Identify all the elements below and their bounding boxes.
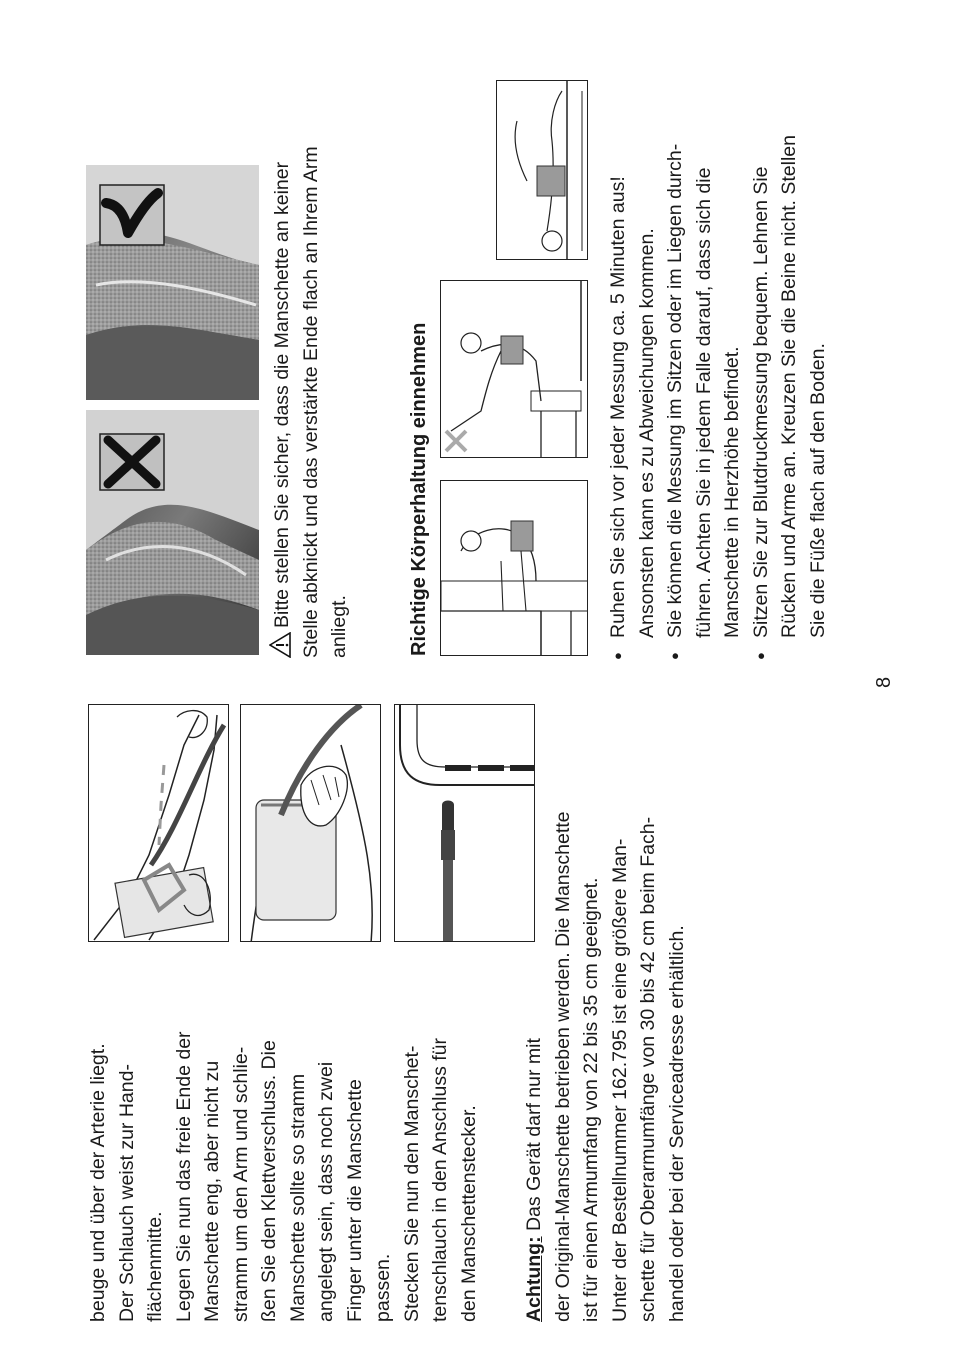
text-line: Das Gerät darf nur mit bbox=[523, 1038, 545, 1237]
section-heading: Richtige Körperhaltung einnehmen bbox=[408, 322, 430, 656]
text-line: ßen Sie den Klettverschluss. Die bbox=[258, 1040, 280, 1322]
text-line: handel oder bei der Serviceadresse erhältlich. bbox=[665, 925, 688, 1322]
text-line: Ansonsten kann es zu Abweichungen kommen. bbox=[635, 228, 658, 638]
text-line: Finger unter die Manschette bbox=[343, 1079, 366, 1322]
text-line: stramm um den Arm und schlie- bbox=[229, 1046, 252, 1322]
cuff-closing-illustration bbox=[240, 704, 381, 942]
achtung-notice bbox=[520, 811, 691, 1322]
text-line: beuge und über der Arterie liegt. bbox=[87, 1043, 109, 1322]
text-line: Stelle abknickt und das verstärkte Ende flach an Ihrem Arm bbox=[299, 146, 322, 658]
posture-wrong-illustration-1 bbox=[440, 480, 588, 656]
text-line: flächenmitte. bbox=[144, 1211, 166, 1322]
text-line: Manschette in Herzhöhe befindet. bbox=[721, 346, 743, 638]
warning-triangle-icon bbox=[269, 632, 291, 658]
list-item: ● Sitzen Sie zur Blutdruckmessung bequem. Lehnen Sie bbox=[747, 135, 776, 660]
text-line: Der Schlauch weist zur Hand- bbox=[115, 1064, 138, 1322]
text-line: angelegt sein, dass noch zwei bbox=[315, 1061, 337, 1322]
achtung-label: Achtung: bbox=[523, 1236, 545, 1322]
cuff-instructions-text bbox=[84, 1031, 483, 1322]
text-line: Manschette eng, aber nicht zu bbox=[201, 1060, 223, 1322]
text-line: Sie die Füße flach auf den Boden. bbox=[806, 343, 829, 638]
text-line: Manschette sollte so stramm bbox=[286, 1073, 309, 1322]
wrong-mark-icon bbox=[446, 431, 466, 451]
posture-lying-illustration bbox=[496, 80, 588, 260]
text-line: schette für Oberarmumfänge von 30 bis 42 cm beim Fach- bbox=[637, 816, 659, 1322]
list-item: ● Ruhen Sie sich vor jeder Messung ca. 5 Minuten aus! bbox=[604, 135, 633, 660]
list-item: ● Sie können die Messung im Sitzen oder im Liegen durch- bbox=[661, 135, 690, 660]
text-line: der Original-Manschette betrieben werden. Die Manschette bbox=[551, 811, 574, 1322]
cuff-flat-photo bbox=[86, 165, 259, 400]
text-line: Bitte stellen Sie sicher, dass die Manschette an keiner bbox=[271, 161, 293, 628]
text-line: passen. bbox=[372, 1253, 394, 1322]
text-line: Legen Sie nun das freie Ende der bbox=[172, 1031, 195, 1322]
arm-cuff-illustration bbox=[88, 704, 229, 942]
posture-bullet-list bbox=[604, 135, 832, 660]
text-line: ist für einen Armumfang von 22 bis 35 cm geeignet. bbox=[580, 877, 602, 1322]
cuff-kinked-photo bbox=[86, 410, 259, 655]
text-line: führen. Achten Sie in jedem Falle darauf, dass sich die bbox=[692, 167, 715, 638]
connector-illustration bbox=[394, 704, 535, 942]
page-number: 8 bbox=[873, 676, 895, 688]
text-line: anliegt. bbox=[328, 595, 350, 658]
posture-wrong-illustration-2 bbox=[440, 280, 588, 458]
text-line: tenschlauch in den Anschluss für bbox=[429, 1037, 451, 1322]
text-line: Rücken und Arme an. Kreuzen Sie die Beine nicht. Stellen bbox=[778, 135, 800, 638]
text-line: Stecken Sie nun den Manschet- bbox=[400, 1045, 423, 1322]
text-line: Unter der Bestellnummer 162.795 ist eine größere Man- bbox=[608, 838, 631, 1322]
warning-text bbox=[268, 146, 354, 658]
text-line: den Manschettenstecker. bbox=[457, 1105, 480, 1322]
